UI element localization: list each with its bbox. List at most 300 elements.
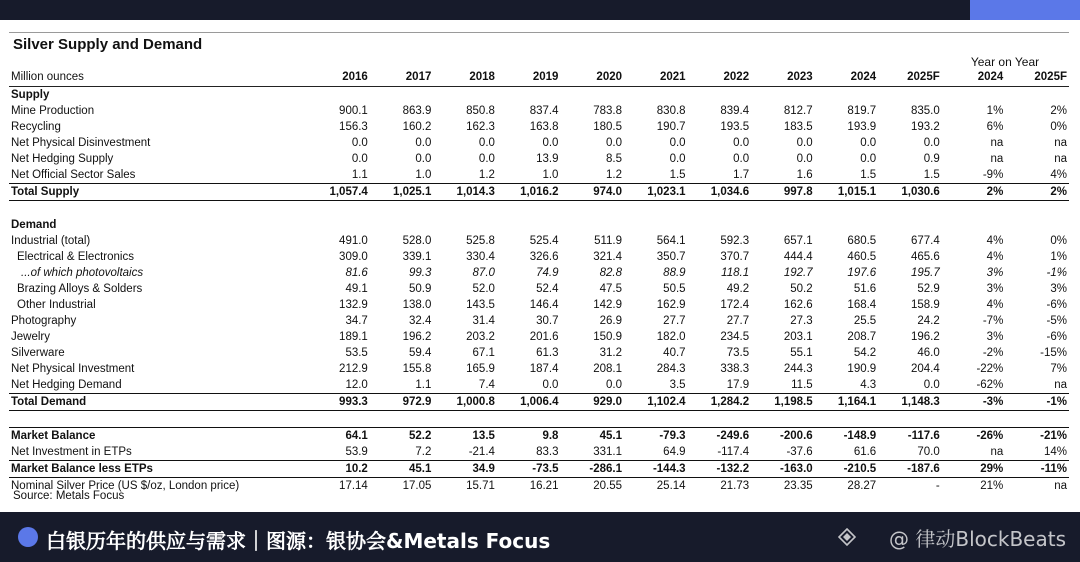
table-cell: 680.5 [847, 234, 877, 247]
column-header: 2019 [497, 69, 561, 87]
row-label: Total Demand [9, 394, 306, 411]
table-cell: 187.4 [529, 362, 559, 375]
table-cell: 204.4 [910, 362, 940, 375]
table-cell: 51.6 [853, 282, 877, 295]
table-cell: 143.5 [466, 298, 495, 311]
table-cell: 7.2 [415, 445, 432, 458]
caption-text: 白银历年的供应与需求｜图源：银协会&Metals Focus [46, 529, 551, 553]
table-cell: 1.6 [796, 168, 813, 181]
table-cell: 525.8 [466, 234, 495, 247]
table-row [9, 377, 1069, 394]
column-header: 2022 [688, 69, 752, 87]
table-cell: -5% [1046, 314, 1067, 327]
table-cell [560, 87, 624, 104]
table-title: Silver Supply and Demand [13, 36, 203, 53]
table-cell [624, 87, 688, 104]
table-cell [433, 87, 497, 104]
table-cell: 4% [986, 298, 1004, 311]
table-cell: 2% [1005, 184, 1069, 201]
row-label: Net Official Sector Sales [11, 168, 136, 181]
table-cell: 190.7 [656, 120, 686, 133]
table-cell: 330.4 [466, 250, 495, 263]
table-cell: 370.7 [720, 250, 750, 263]
table-cell: 0.0 [860, 152, 877, 165]
table-cell: 150.9 [593, 330, 623, 343]
table-cell: 165.9 [466, 362, 495, 375]
table-cell: 12.0 [345, 378, 368, 391]
table-cell [497, 87, 561, 104]
table-cell: 4% [1050, 168, 1067, 181]
table-cell: 155.8 [402, 362, 432, 375]
table-cell: 819.7 [847, 104, 877, 117]
table-cell: 82.8 [599, 266, 623, 279]
source-note: Source: Metals Focus [13, 490, 125, 502]
watermark-text: @ 律动BlockBeats [889, 527, 1066, 551]
table-cell: 193.2 [910, 120, 940, 133]
table-cell [1005, 411, 1069, 428]
table-cell: 99.3 [408, 266, 432, 279]
table-cell: -1% [1005, 394, 1069, 411]
table-cell: 321.4 [593, 250, 623, 263]
table-cell: -132.2 [688, 461, 752, 478]
table-cell: 61.6 [853, 445, 877, 458]
table-cell: -21.4 [468, 445, 495, 458]
unit-label: Million ounces [9, 69, 306, 87]
table-row [9, 167, 1069, 184]
table-cell: 4.3 [860, 378, 877, 391]
table-cell: 444.4 [783, 250, 813, 263]
table-cell: 14% [1043, 445, 1067, 458]
table-cell: -79.3 [624, 428, 688, 445]
table-cell: 160.2 [402, 120, 432, 133]
supply-demand-table [9, 69, 1069, 494]
row-label: Supply [11, 88, 50, 101]
table-cell: 162.3 [466, 120, 495, 133]
row-label: Silverware [11, 346, 65, 359]
table-cell [688, 201, 752, 218]
table-cell: 30.7 [536, 314, 559, 327]
blockbeats-logo-icon [838, 528, 856, 546]
table-cell: 50.5 [663, 282, 686, 295]
table-cell: 25.5 [853, 314, 877, 327]
table-cell: 17.05 [402, 479, 432, 492]
table-cell: 52.2 [370, 428, 434, 445]
row-label: Industrial (total) [11, 234, 91, 247]
column-header: 2016 [306, 69, 370, 87]
table-row [9, 151, 1069, 167]
table-cell: 50.2 [790, 282, 813, 295]
table-cell: 0% [1050, 120, 1067, 133]
table-cell: 1.0 [415, 168, 432, 181]
table-cell [751, 217, 815, 233]
table-cell: 3% [986, 330, 1004, 343]
table-cell: 1,006.4 [497, 394, 561, 411]
table-cell: 491.0 [339, 234, 368, 247]
row-label: ...of which photovoltaics [21, 266, 144, 279]
table-cell: 8.5 [606, 152, 623, 165]
table-cell: 0.0 [606, 378, 623, 391]
table-cell: 1,030.6 [878, 184, 942, 201]
table-cell: 350.7 [656, 250, 686, 263]
table-cell: 0.0 [542, 136, 559, 149]
table-cell: 172.4 [720, 298, 750, 311]
table-row [9, 394, 1069, 411]
table-cell: -148.9 [815, 428, 879, 445]
table-cell: 0.0 [606, 136, 623, 149]
column-header: 2025F [1005, 69, 1069, 87]
table-cell: -187.6 [878, 461, 942, 478]
table-cell: 234.5 [720, 330, 750, 343]
table-cell: 835.0 [910, 104, 940, 117]
row-label: Electrical & Electronics [17, 250, 134, 263]
table-cell [942, 411, 1006, 428]
table-cell: 1% [1050, 250, 1067, 263]
table-cell: 1.7 [733, 168, 750, 181]
table-row [9, 411, 1069, 428]
table-cell: 309.0 [339, 250, 368, 263]
table-cell: 28.27 [847, 479, 877, 492]
table-cell: na [990, 152, 1004, 165]
table-cell: 142.9 [593, 298, 623, 311]
table-cell [815, 411, 879, 428]
table-cell: 212.9 [339, 362, 368, 375]
table-row [9, 217, 1069, 233]
table-cell [942, 217, 1006, 233]
table-cell: 53.5 [345, 346, 368, 359]
table-cell: 197.6 [847, 266, 877, 279]
table-cell [433, 411, 497, 428]
table-cell: 32.4 [408, 314, 432, 327]
table-cell: 1,164.1 [815, 394, 879, 411]
table-row [9, 297, 1069, 313]
table-cell: 162.6 [783, 298, 813, 311]
table-cell: na [1054, 152, 1067, 165]
table-cell [560, 217, 624, 233]
table-cell [688, 411, 752, 428]
table-cell [497, 201, 561, 218]
row-label: Net Physical Investment [11, 362, 135, 375]
table-row [9, 135, 1069, 151]
table-row [9, 281, 1069, 297]
table-cell: -117.6 [878, 428, 942, 445]
table-cell: -9% [982, 168, 1004, 181]
table-cell: 525.4 [529, 234, 559, 247]
table-cell: 0.0 [796, 136, 813, 149]
table-cell: 156.3 [339, 120, 368, 133]
table-cell [751, 201, 815, 218]
table-cell: -1% [1046, 266, 1067, 279]
table-cell: 3% [1050, 282, 1067, 295]
table-cell: 1,014.3 [433, 184, 497, 201]
table-row [9, 87, 1069, 104]
table-cell: 3% [986, 282, 1004, 295]
table-cell: 339.1 [402, 250, 432, 263]
table-cell: 830.8 [656, 104, 686, 117]
table-cell: 118.1 [721, 266, 750, 279]
table-cell: na [990, 136, 1004, 149]
table-cell [624, 217, 688, 233]
table-cell: 3% [986, 266, 1004, 279]
table-cell: 196.2 [910, 330, 940, 343]
table-cell: 201.6 [529, 330, 559, 343]
table-cell: 70.0 [917, 445, 940, 458]
table-cell: 3.5 [669, 378, 686, 391]
table-cell [624, 201, 688, 218]
column-header: 2025F [878, 69, 942, 87]
top-banner [0, 0, 1080, 20]
caption-dot [18, 527, 38, 547]
table-cell [370, 87, 434, 104]
row-label: Brazing Alloys & Solders [17, 282, 143, 295]
table-cell: 52.0 [472, 282, 495, 295]
table-cell: 9.8 [497, 428, 561, 445]
table-cell: 338.3 [720, 362, 750, 375]
row-label: Net Hedging Supply [11, 152, 114, 165]
table-cell: 11.5 [791, 378, 813, 391]
table-cell: 465.6 [910, 250, 940, 263]
table-cell: 61.3 [536, 346, 559, 359]
table-cell: 0.0 [415, 152, 432, 165]
table-cell: 203.2 [466, 330, 495, 343]
table-cell: 244.3 [783, 362, 813, 375]
table-cell: -21% [1005, 428, 1069, 445]
column-header: 2023 [751, 69, 815, 87]
table-cell: -6% [1046, 298, 1067, 311]
table-cell: 0.0 [351, 152, 368, 165]
table-cell: 677.4 [910, 234, 940, 247]
table-cell: 460.5 [847, 250, 877, 263]
table-cell [306, 217, 370, 233]
row-label: Market Balance [9, 428, 306, 445]
table-cell: 203.1 [783, 330, 813, 343]
table-cell [688, 87, 752, 104]
table-cell: 839.4 [720, 104, 750, 117]
table-cell: 31.4 [472, 314, 495, 327]
table-cell: 53.9 [345, 445, 368, 458]
table-cell: 158.9 [910, 298, 940, 311]
row-label: Recycling [11, 120, 61, 133]
table-cell: 0.0 [796, 152, 813, 165]
table-row [9, 313, 1069, 329]
table-cell [878, 87, 942, 104]
table-cell [370, 201, 434, 218]
table-cell: 1,015.1 [815, 184, 879, 201]
table-sheet [5, 22, 1073, 510]
table-cell [497, 411, 561, 428]
table-cell: -37.6 [786, 445, 813, 458]
table-cell: 0.0 [542, 378, 559, 391]
table-cell: 73.5 [726, 346, 750, 359]
table-cell: 195.7 [910, 266, 940, 279]
table-cell: 192.7 [783, 266, 813, 279]
table-cell: 26.9 [599, 314, 623, 327]
table-cell: 193.5 [720, 120, 750, 133]
table-row [9, 265, 1069, 281]
table-cell: 0% [1050, 234, 1067, 247]
table-cell: 46.0 [917, 346, 940, 359]
table-cell: 34.7 [345, 314, 368, 327]
table-cell: 168.4 [847, 298, 877, 311]
table-cell: 0.0 [669, 152, 686, 165]
table-cell: -163.0 [751, 461, 815, 478]
banner-accent [970, 0, 1080, 20]
table-cell: 1,034.6 [688, 184, 752, 201]
table-cell: 1% [986, 104, 1004, 117]
table-cell: 52.9 [917, 282, 940, 295]
table-cell: 0.0 [860, 136, 877, 149]
table-cell [688, 217, 752, 233]
table-cell: 812.7 [783, 104, 813, 117]
table-cell [306, 201, 370, 218]
table-row [9, 201, 1069, 218]
table-cell: 83.3 [536, 445, 559, 458]
table-cell: 1.5 [860, 168, 877, 181]
table-cell: 1.5 [923, 168, 940, 181]
table-cell [815, 87, 879, 104]
table-cell: 837.4 [529, 104, 559, 117]
row-label: Total Supply [9, 184, 306, 201]
table-row [9, 361, 1069, 377]
table-cell: -210.5 [815, 461, 879, 478]
table-cell: 27.7 [726, 314, 750, 327]
table-cell: 189.1 [339, 330, 368, 343]
row-label: Net Investment in ETPs [11, 445, 132, 458]
table-cell: 20.55 [593, 479, 623, 492]
table-cell: 1,102.4 [624, 394, 688, 411]
table-cell: 49.1 [345, 282, 368, 295]
table-row [9, 184, 1069, 201]
table-cell: -7% [982, 314, 1004, 327]
table-cell: 81.6 [345, 266, 368, 279]
caption-bar [0, 512, 1080, 562]
table-cell: 49.2 [726, 282, 750, 295]
table-cell: 146.4 [529, 298, 559, 311]
table-cell: 45.1 [560, 428, 624, 445]
table-cell: 0.0 [478, 136, 495, 149]
table-cell: 900.1 [339, 104, 368, 117]
table-cell: 34.9 [433, 461, 497, 478]
table-cell: 284.3 [656, 362, 686, 375]
table-cell: -22% [976, 362, 1004, 375]
table-cell: 993.3 [306, 394, 370, 411]
table-cell: 2% [942, 184, 1006, 201]
table-cell: 50.9 [408, 282, 432, 295]
table-cell: 64.1 [306, 428, 370, 445]
table-cell: 1,000.8 [433, 394, 497, 411]
table-cell: 0.0 [733, 136, 750, 149]
table-cell: 331.1 [593, 445, 623, 458]
table-cell: 0.9 [923, 152, 940, 165]
table-cell [815, 201, 879, 218]
table-cell [751, 411, 815, 428]
table-row [9, 461, 1069, 478]
row-label: Jewelry [11, 330, 50, 343]
table-cell: 21% [980, 479, 1004, 492]
table-cell [1005, 201, 1069, 218]
column-header: 2024 [942, 69, 1006, 87]
table-cell: 87.0 [472, 266, 495, 279]
table-cell: 13.5 [433, 428, 497, 445]
table-cell: 23.35 [783, 479, 813, 492]
table-row [9, 478, 1069, 495]
table-cell: -3% [942, 394, 1006, 411]
table-cell [370, 411, 434, 428]
table-cell: 208.1 [593, 362, 623, 375]
row-label: Mine Production [11, 104, 95, 117]
table-cell [497, 217, 561, 233]
table-cell: 1.1 [351, 168, 368, 181]
table-cell: 783.8 [593, 104, 623, 117]
table-cell [370, 217, 434, 233]
table-cell: 183.5 [783, 120, 813, 133]
column-header: 2020 [560, 69, 624, 87]
row-label: Demand [11, 218, 57, 231]
table-cell: 528.0 [402, 234, 432, 247]
row-label: Nominal Silver Price (US $/oz, London price) [11, 479, 240, 492]
row-label: Other Industrial [17, 298, 96, 311]
table-cell: 974.0 [560, 184, 624, 201]
table-cell: 25.14 [656, 479, 686, 492]
table-cell: 592.3 [720, 234, 750, 247]
table-cell: -249.6 [688, 428, 752, 445]
table-cell: 1,198.5 [751, 394, 815, 411]
table-cell: 7.4 [478, 378, 495, 391]
table-cell [306, 411, 370, 428]
table-cell: -144.3 [624, 461, 688, 478]
table-cell: 0.0 [923, 378, 940, 391]
table-cell: 208.7 [847, 330, 877, 343]
table-cell: 67.1 [472, 346, 495, 359]
table-cell: 13.9 [536, 152, 559, 165]
table-cell [815, 217, 879, 233]
table-cell: 2% [1050, 104, 1067, 117]
table-cell [942, 201, 1006, 218]
table-cell [942, 87, 1006, 104]
table-cell: 21.73 [720, 479, 750, 492]
table-cell [560, 201, 624, 218]
table-cell: -11% [1005, 461, 1069, 478]
table-cell: 0.0 [351, 136, 368, 149]
table-cell [1005, 87, 1069, 104]
table-cell [878, 411, 942, 428]
table-row [9, 345, 1069, 361]
table-cell [624, 411, 688, 428]
table-cell: 850.8 [466, 104, 495, 117]
table-cell: -2% [982, 346, 1004, 359]
table-cell: 0.0 [669, 136, 686, 149]
table-cell [878, 217, 942, 233]
column-header: 2018 [433, 69, 497, 87]
table-cell: - [935, 479, 940, 492]
table-cell: 1.2 [478, 168, 495, 181]
table-cell: 1.0 [542, 168, 559, 181]
table-cell: 138.0 [402, 298, 432, 311]
table-cell: -62% [976, 378, 1004, 391]
table-cell: -286.1 [560, 461, 624, 478]
table-cell: 1.2 [606, 168, 623, 181]
table-cell: 0.0 [923, 136, 940, 149]
table-row [9, 329, 1069, 345]
table-cell: na [1054, 378, 1067, 391]
table-cell: 88.9 [663, 266, 686, 279]
table-cell: 47.5 [599, 282, 623, 295]
table-cell: 54.2 [853, 346, 877, 359]
table-cell: 863.9 [402, 104, 432, 117]
table-cell: 1.1 [415, 378, 432, 391]
table-cell: 972.9 [370, 394, 434, 411]
table-cell: na [990, 445, 1004, 458]
table-cell: 1,148.3 [878, 394, 942, 411]
